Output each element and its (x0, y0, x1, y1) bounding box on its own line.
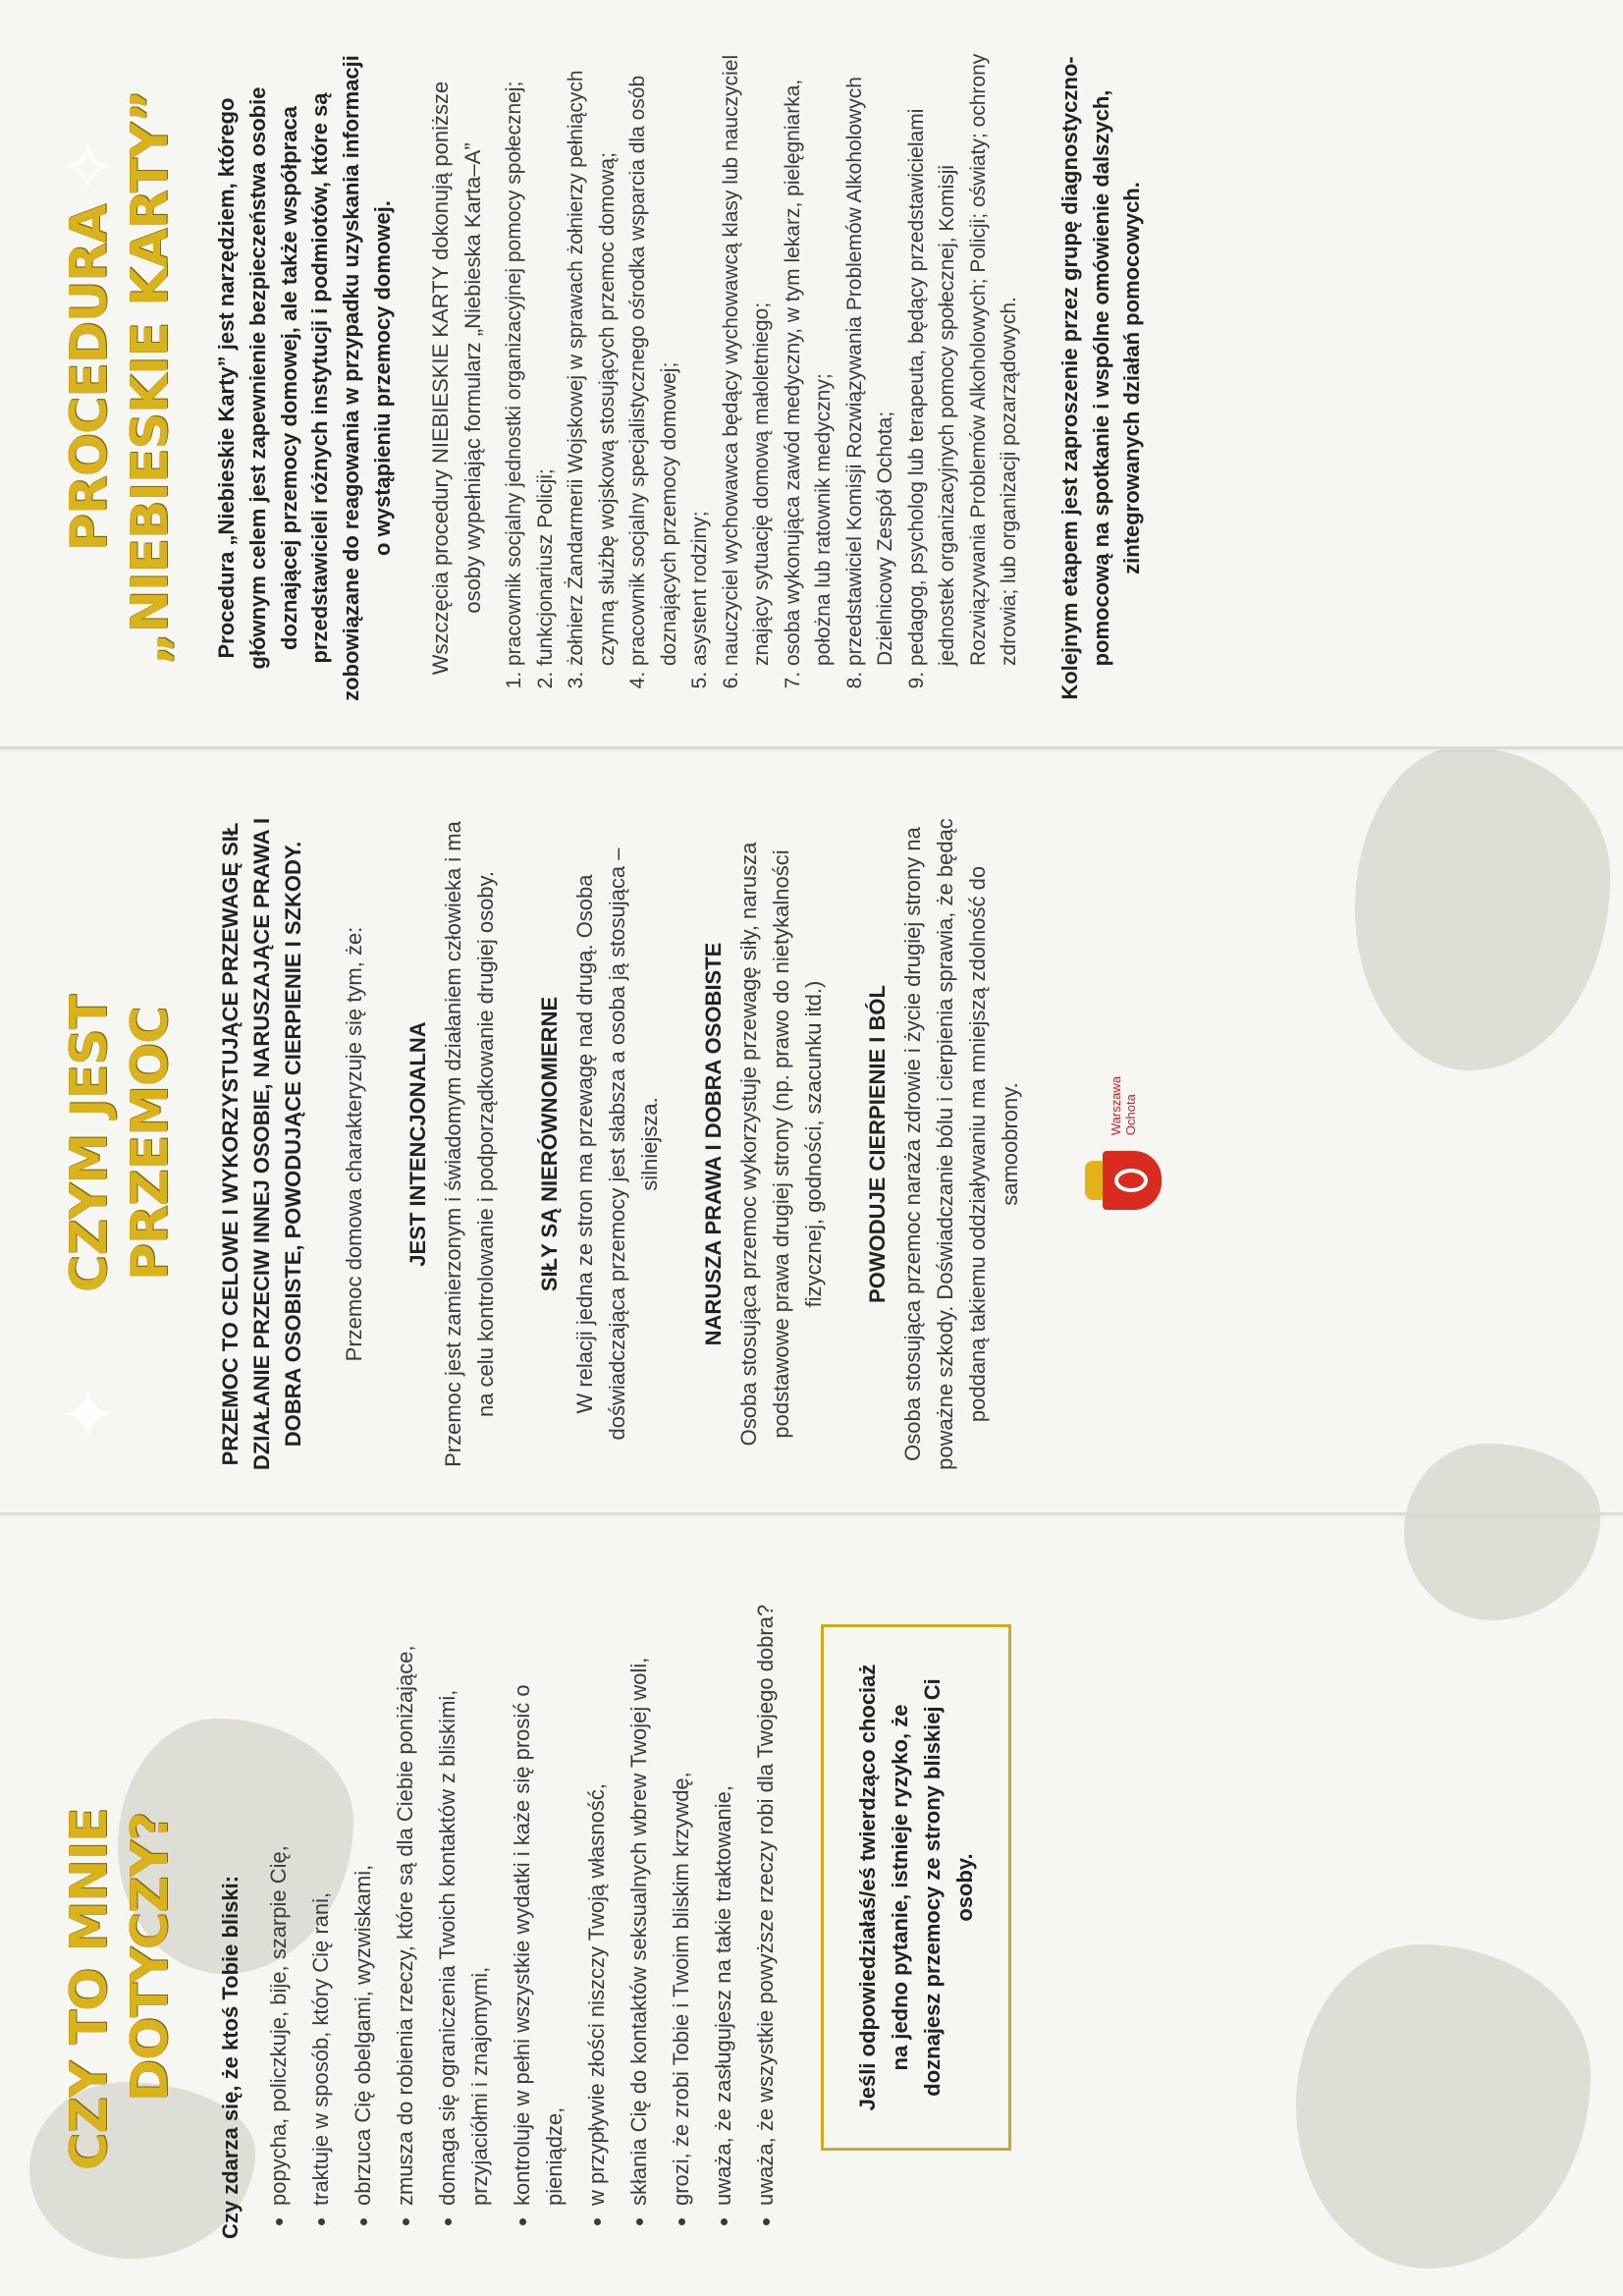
title-line: CZYM JEST (60, 995, 119, 1293)
list-item: 5. asystent rodziny; (684, 51, 716, 666)
district-logo (1085, 817, 1162, 1471)
sparkle-icon: ✦ (59, 1377, 117, 1453)
title-line: DOTYCZY? (121, 1812, 181, 2102)
title-line: PRZEMOC (121, 1007, 181, 1282)
section-text: Przemoc jest zamierzonym i świadomym działaniem człowieka i ma na celu kontrolowanie i podporządkowanie drugiej osoby. (441, 821, 499, 1467)
list-item: 6. nauczyciel wychowawca będący wychowawcą klasy lub nauczyciel znający sytuację domową małoletniego; (716, 51, 778, 666)
list-item: • uważa, że wszystkie powyższe rzeczy robi dla Twojego dobra? (749, 1585, 782, 2206)
list-item: 4. pracownik socjalny specjalistycznego ośrodka wsparcia dla osób doznających przemocy domowej; (622, 51, 684, 666)
list-item: 3. żołnierz Żandarmerii Wojskowej w sprawach żołnierzy pełniących czynną służbę wojskową stosujących przemoc domową; (561, 51, 622, 666)
list-item: • traktuje w sposób, który Cię rani, (304, 1585, 337, 2206)
procedure-lead: Procedura „Niebieskie Karty” jest narzędziem, którego głównym celem jest zapewnienie bezpieczeństwa osobie doznającej przemocy domowej, ale także współpraca przedstawicieli różnych instytucji i podmiotów, które są zobowiązane do reagowania w przypadku uzyskania informacji o wystąpieniu przemocy domowej. (213, 55, 396, 701)
warning-signs-list (262, 1585, 782, 2239)
title-line: „NIEBIESKIE KARTY” (121, 90, 181, 666)
section-text: W relacji jedna ze stron ma przewagę nad drugą. Osoba doświadczająca przemocy jest słabsza a osoba ją stosująca – silniejsza. (572, 847, 663, 1441)
list-item: • obrzuca Cię obelgami, wyzwiskami, (347, 1585, 379, 2206)
sparkle-icon: ✧ (59, 130, 117, 206)
title-line: PROCEDURA (60, 204, 119, 552)
authorized-persons-list (499, 51, 1025, 705)
risk-callout: Jeśli odpowiedziałaś/eś twierdząco chociaż na jedno pytanie, istnieje ryzyko, że doznajesz przemocy ze strony bliskiej Ci osoby. (821, 1624, 1011, 2151)
section-text: Osoba stosująca przemoc wykorzystuje przewagę siły, narusza podstawowe prawa drugiej strony (np. prawo do nietykalności fizycznej, godności, szacunku itd.) (736, 842, 827, 1447)
list-item: 9. pedagog, psycholog lub terapeuta, będący przedstawicielami jednostek organizacyjnych pomocy społecznej, Komisji Rozwiązywania Problemów Alkoholowych; Policji; oświaty; ochrony zdrowia; lub organizacji pozarządowych. (901, 51, 1025, 666)
list-item: • zmusza do robienia rzeczy, które są dla Ciebie poniżające, (389, 1585, 421, 2206)
list-item: 7. osoba wykonująca zawód medyczny, w tym lekarz, pielęgniarka, położna lub ratownik medyczny; (778, 51, 839, 666)
warsaw-crest-icon (1085, 1149, 1162, 1212)
section-heading: SIŁY SĄ NIERÓWNOMIERNE (537, 996, 563, 1292)
characteristics-intro: Przemoc domowa charakteryzuje się tym, że: (342, 926, 367, 1362)
list-item: • uważa, że zasługujesz na takie traktowanie, (707, 1585, 739, 2206)
list-item: • w przypływie złości niszczy Twoją własność, (580, 1585, 613, 2206)
panel-czym-jest-przemoc (0, 760, 1623, 1528)
procedure-intro: Wszczęcia procedury NIEBIESKIE KARTY dokonują poniższe osoby wypełniając formularz „Niebieska Karta–A” (428, 81, 486, 676)
violence-definition: PRZEMOC TO CELOWE I WYKORZYSTUJĄCE PRZEWAGĘ SIŁ DZIAŁANIE PRZECIW INNEJ OSOBIE, NARUSZAJĄCE PRAWA I DOBRA OSOBISTE, POWODUJĄCE CIERPIENIE I SZKODY. (217, 817, 305, 1471)
panel-title (59, 51, 182, 705)
title-line: CZY TO MNIE (60, 1808, 119, 2170)
panel-title (59, 817, 182, 1471)
logo-city: Warszawa (1108, 1075, 1123, 1136)
list-item: • skłania Cię do kontaktów seksualnych wbrew Twojej woli, (622, 1585, 655, 2206)
list-item: 8. przedstawiciel Komisji Rozwiązywania Problemów Alkoholowych Dzielnicowy Zespół Ochota; (839, 51, 901, 666)
list-item: 2. funkcjonariusz Policji; (530, 51, 562, 666)
intro-question: Czy zdarza się, że ktoś Tobie bliski: (217, 1875, 243, 2239)
list-item: 1. pracownik socjalny jednostki organizacyjnej pomocy społecznej; (499, 51, 530, 666)
panel-procedura-niebieskie-karty (0, 0, 1623, 762)
panel-czy-to-mnie-dotyczy (0, 1528, 1623, 2296)
list-item: • grozi, że zrobi Tobie i Twoim bliskim krzywdę, (665, 1585, 697, 2206)
logo-text (1109, 1076, 1139, 1135)
list-item: • domaga się ograniczenia Twoich kontaktów z bliskimi, przyjaciółmi i znajomymi, (431, 1585, 496, 2206)
panel-title (59, 1585, 182, 2239)
section-heading: JEST INTENCJONALNA (406, 1021, 431, 1267)
section-text: Osoba stosująca przemoc naraża zdrowie i życie drugiej strony na poważne szkody. Doświadczanie bólu i cierpienia sprawia, że będąc poddaną takiemu oddziaływaniu ma mniejszą zdolność do samoobrony. (900, 818, 1023, 1470)
section-heading: NARUSZA PRAWA I DOBRA OSOBISTE (701, 942, 727, 1346)
section-heading: POWODUJE CIERPIENIE I BÓL (865, 985, 891, 1303)
list-item: • kontroluje w pełni wszystkie wydatki i każe się prosić o pieniądze, (506, 1585, 570, 2206)
logo-district: Ochota (1123, 1094, 1139, 1136)
next-step-text: Kolejnym etapem jest zaproszenie przez grupę diagnostyczno-pomocową na spotkanie i wspólne omówienie dalszych, zintegrowanych działań pomocowych. (1056, 56, 1145, 700)
list-item: • popycha, policzkuje, bije, szarpie Cię, (262, 1585, 295, 2206)
